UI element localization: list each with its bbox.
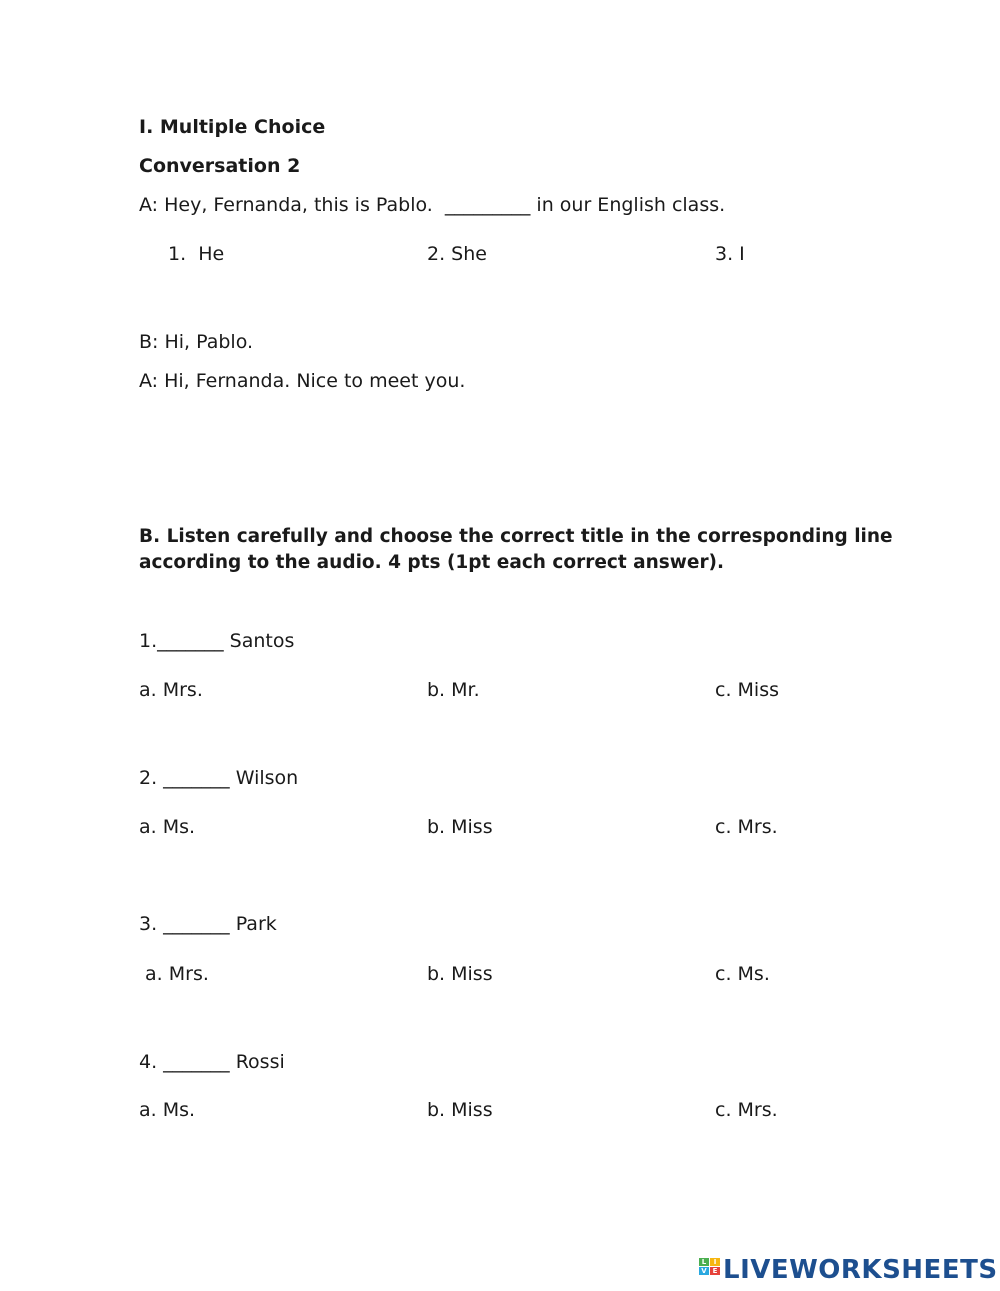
question-prompt: 1._______ Santos [139, 630, 295, 652]
option-3[interactable]: 3. I [715, 243, 745, 265]
answer-option-c[interactable]: c. Mrs. [715, 1099, 778, 1121]
answer-option-a[interactable]: a. Ms. [139, 816, 196, 838]
answer-option-b[interactable]: b. Miss [427, 963, 493, 985]
dialogue-line-a2: A: Hi, Fernanda. Nice to meet you. [139, 370, 466, 392]
answer-option-c[interactable]: c. Miss [715, 679, 779, 701]
question-prompt: 2. _______ Wilson [139, 767, 299, 789]
logo-cube-e: E [710, 1267, 720, 1275]
answer-option-c[interactable]: c. Ms. [715, 963, 770, 985]
liveworksheets-logo [697, 1254, 998, 1286]
brand-name: LIVEWORKSHEETS [723, 1255, 998, 1285]
logo-cube-v: V [699, 1267, 709, 1275]
answer-option-a[interactable]: a. Mrs. [139, 963, 209, 985]
dialogue-line-a1: A: Hey, Fernanda, this is Pablo. _________ in our English class. [139, 194, 726, 216]
instruction-line-2: according to the audio. 4 pts (1pt each correct answer). [139, 552, 725, 573]
question-prompt: 3. _______ Park [139, 913, 277, 935]
conversation-heading: Conversation 2 [139, 155, 301, 177]
logo-cubes-icon [697, 1256, 721, 1284]
answer-option-b[interactable]: b. Miss [427, 816, 493, 838]
option-2[interactable]: 2. She [427, 243, 487, 265]
instruction-line-1: B. Listen carefully and choose the correct title in the corresponding line [139, 526, 893, 547]
answer-option-b[interactable]: b. Mr. [427, 679, 480, 701]
section-heading: I. Multiple Choice [139, 116, 326, 138]
answer-option-c[interactable]: c. Mrs. [715, 816, 778, 838]
logo-cube-i: I [710, 1258, 720, 1266]
dialogue-line-b: B: Hi, Pablo. [139, 331, 254, 353]
answer-option-a[interactable]: a. Mrs. [139, 679, 203, 701]
logo-cube-l: L [699, 1258, 709, 1266]
question-prompt: 4. _______ Rossi [139, 1051, 285, 1073]
answer-option-a[interactable]: a. Ms. [139, 1099, 196, 1121]
answer-option-b[interactable]: b. Miss [427, 1099, 493, 1121]
option-1[interactable]: 1. He [168, 243, 225, 265]
